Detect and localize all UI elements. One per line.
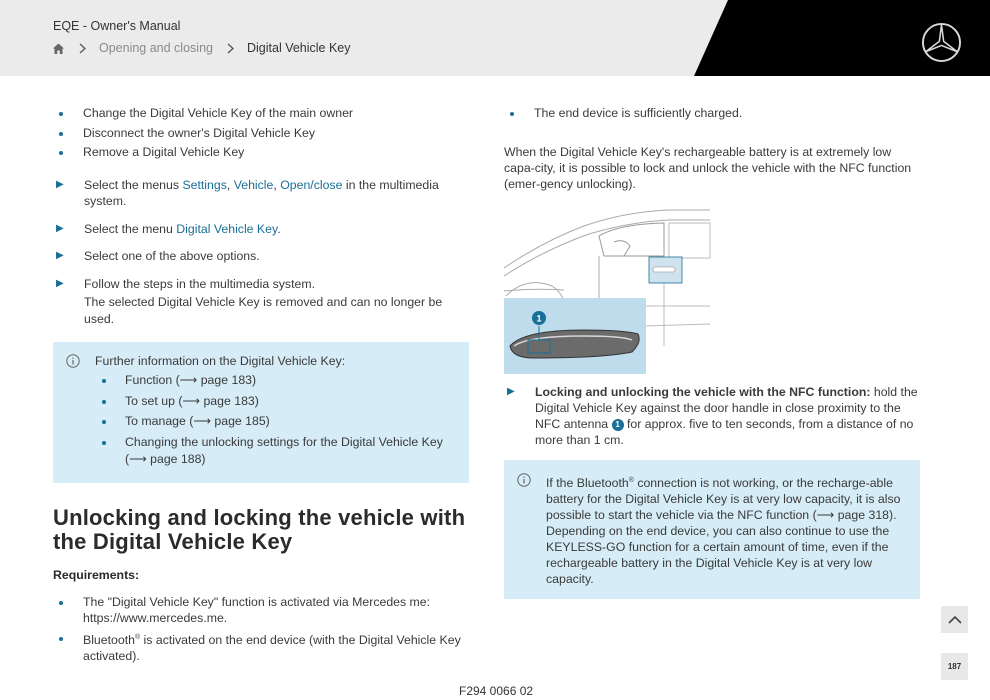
info-links <box>95 372 457 468</box>
breadcrumb-section[interactable]: Opening and closing <box>99 41 213 55</box>
section-heading: Unlocking and locking the vehicle with the Digital Vehicle Key <box>53 505 466 554</box>
play-arrow-icon: ▶ <box>56 222 64 234</box>
requirements-list-cont <box>504 104 924 124</box>
page-number: 187 <box>947 662 962 671</box>
scroll-to-top-button[interactable] <box>941 606 968 633</box>
requirements-list <box>53 594 473 664</box>
play-arrow-icon: ▶ <box>56 277 64 289</box>
instruction-step: ▶ Select the menu Digital Vehicle Key. <box>56 221 281 236</box>
play-arrow-icon: ▶ <box>56 250 64 261</box>
illustration-code: F294 0066 02 <box>459 684 534 698</box>
play-arrow-icon: ▶ <box>56 178 64 190</box>
info-box <box>504 460 920 599</box>
info-text: If the Bluetooth® connection is not working, or the recharge-able battery for the Digital Vehicle Key is at very low capacity, it is also possible to start the vehicle via the NFC function (⟶ page 318). <box>546 475 901 522</box>
instruction-step: ▶ Select the menus Settings, Vehicle, Open/close in the multimedia system. <box>56 177 439 208</box>
list-item: Remove a Digital Vehicle Key <box>53 143 473 163</box>
list-item[interactable]: Changing the unlocking settings for the Digital Vehicle Key (⟶ page 188) <box>95 434 457 468</box>
manual-title: EQE - Owner's Manual <box>53 19 181 33</box>
chevron-up-icon <box>948 615 962 624</box>
info-icon <box>517 473 531 487</box>
menu-link-digital-vehicle-key[interactable]: Digital Vehicle Key <box>176 221 278 236</box>
breadcrumb-current: Digital Vehicle Key <box>246 41 351 55</box>
list-item[interactable]: Function (⟶ page 183) <box>95 372 457 389</box>
menu-link-open-close[interactable]: Open/close <box>280 177 343 192</box>
list-item[interactable]: To set up (⟶ page 183) <box>95 393 457 410</box>
list-item: Bluetooth® is activated on the end device (with the Digital Vehicle Key activated). <box>53 630 473 664</box>
breadcrumb <box>52 41 351 55</box>
list-item: Disconnect the owner's Digital Vehicle Key <box>53 124 473 144</box>
illustration-marker: 1 <box>536 313 542 323</box>
list-item: Change the Digital Vehicle Key of the main owner <box>53 104 473 124</box>
options-list <box>53 104 473 163</box>
list-item: The end device is sufficiently charged. <box>504 104 924 124</box>
requirements-label: Requirements: <box>53 568 140 582</box>
chevron-right-icon <box>79 43 86 54</box>
info-text: Depending on the end device, you can also continue to use the KEYLESS-GO function for a certain amount of time, even if the rechargeable battery in the Digital Vehicle Key is at very low capacity. <box>546 523 890 586</box>
list-item[interactable]: To manage (⟶ page 185) <box>95 413 457 430</box>
mercedes-star-logo[interactable] <box>921 22 962 63</box>
page-number-button[interactable] <box>941 653 968 680</box>
paragraph: When the Digital Vehicle Key's rechargeable battery is at extremely low capa-city, it is possible to lock and unlock the vehicle with the NFC function (emer-gency unlocking). <box>504 144 912 191</box>
info-icon <box>66 354 80 368</box>
play-arrow-icon: ▶ <box>507 385 515 397</box>
door-handle-illustration <box>504 206 712 374</box>
menu-link-settings[interactable]: Settings <box>182 177 227 192</box>
info-title: Further information on the Digital Vehicle Key: <box>95 354 346 368</box>
instruction-step: ▶ Follow the steps in the multimedia system. The selected Digital Vehicle Key is removed and can no longer be used. <box>56 276 443 326</box>
right-column <box>504 104 924 599</box>
menu-link-vehicle[interactable]: Vehicle <box>233 177 274 192</box>
chevron-right-icon <box>227 43 234 54</box>
instruction-step: ▶ Locking and unlocking the vehicle with the NFC function: hold the Digital Vehicle Key against the door handle in close proximity to the NFC antenna 1 for approx. five to ten seconds, from a distance of no more than 1 cm. <box>507 384 918 447</box>
home-icon[interactable] <box>52 42 65 55</box>
list-item: The "Digital Vehicle Key" function is activated via Mercedes me: https://www.mercedes.me. <box>53 594 473 626</box>
left-column <box>53 104 473 668</box>
antenna-marker: 1 <box>612 419 624 431</box>
info-box <box>53 342 469 483</box>
instruction-step: ▶ Select one of the above options. <box>56 249 260 263</box>
